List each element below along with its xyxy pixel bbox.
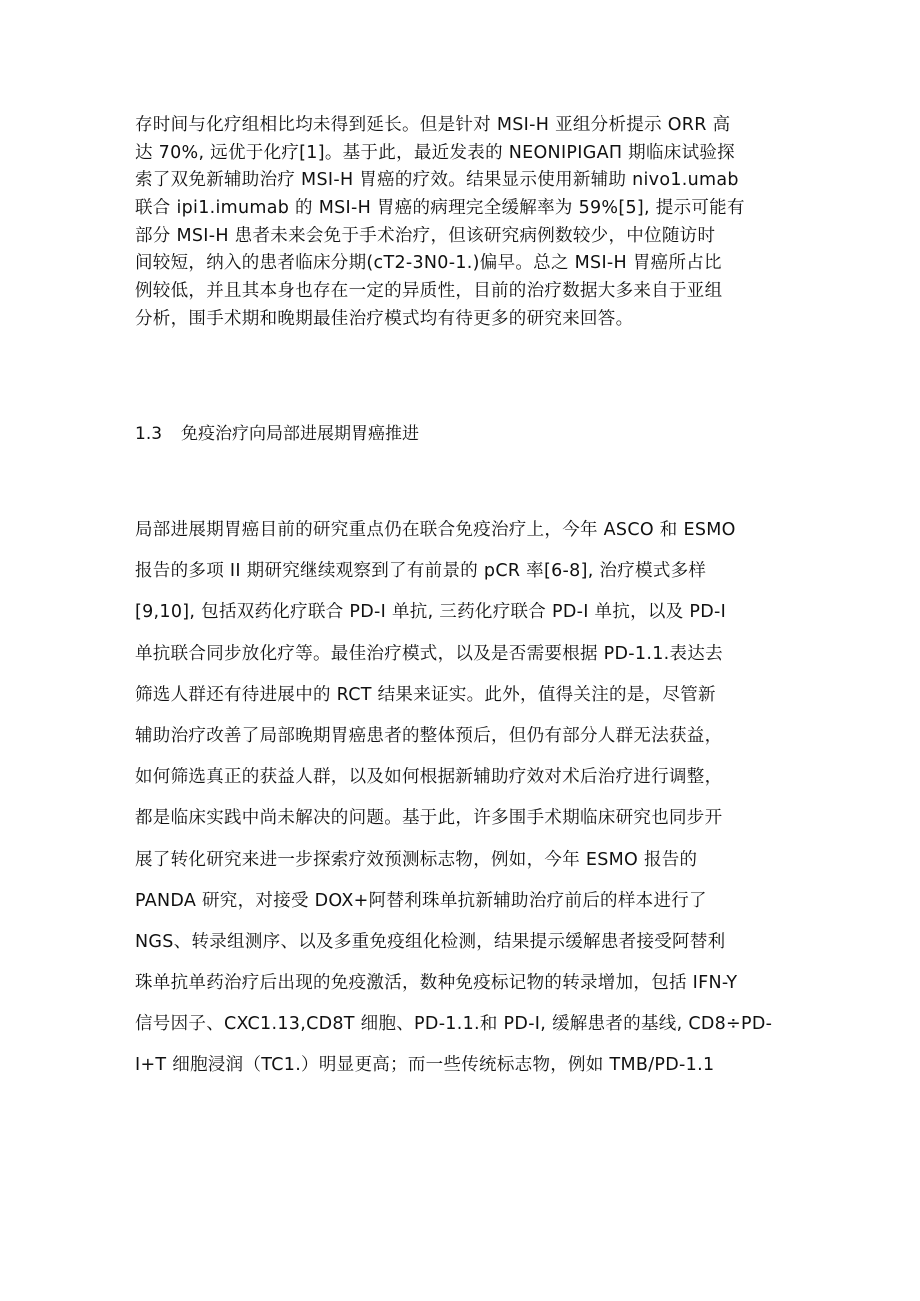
text-line: 辅助治疗改善了局部晚期胃癌患者的整体预后，但仍有部分人群无法获益，: [135, 725, 723, 746]
text-line: 达 70%, 远优于化疗[1]。基于此，最近发表的 NEONIPIGAΠ 期临床试验探: [135, 142, 735, 163]
text-line: 单抗联合同步放化疗等。最佳治疗模式，以及是否需要根据 PD-1.1.表达去: [135, 643, 723, 664]
text-line: 展了转化研究来进一步探索疗效预测标志物，例如，今年 ESMO 报告的: [135, 849, 698, 870]
text-line: NGS、转录组测序、以及多重免疫组化检测，结果提示缓解患者接受阿替利: [135, 931, 726, 952]
section-number: 1.3: [135, 424, 163, 444]
text-line: 存时间与化疗组相比均未得到延长。但是针对 MSI-H 亚组分析提示 ORR 高: [135, 115, 731, 135]
section-heading: [135, 420, 419, 448]
text-line: 筛选人群还有待进展中的 RCT 结果来证实。此外，值得关注的是，尽管新: [135, 684, 716, 705]
text-line: 例较低，并且其本身也存在一定的异质性，目前的治疗数据大多来自于亚组: [135, 281, 723, 302]
paragraph-msi-h: [135, 112, 795, 334]
text-line: 部分 MSI-H 患者未来会免于手术治疗，但该研究病例数较少，中位随访时: [135, 225, 716, 246]
text-line: 局部进展期胃癌目前的研究重点仍在联合免疫治疗上，今年 ASCO 和 ESMO: [135, 520, 736, 540]
text-line: 珠单抗单药治疗后出现的免疫激活，数种免疫标记物的转录增加，包括 IFN-Y: [135, 973, 738, 994]
text-line: 如何筛选真正的获益人群，以及如何根据新辅助疗效对术后治疗进行调整，: [135, 767, 723, 788]
text-line: 报告的多项 II 期研究继续观察到了有前景的 pCR 率[6-8], 治疗模式多样: [135, 561, 707, 582]
text-line: 分析，围手术期和晚期最佳治疗模式均有待更多的研究来回答。: [135, 308, 634, 329]
paragraph-locally-advanced: [135, 510, 805, 1087]
text-line: 联合 ipi1.imumab 的 MSI-H 胃癌的病理完全缓解率为 59%[5], 提示可能有: [135, 198, 745, 219]
text-line: 索了双免新辅助治疗 MSI-H 胃癌的疗效。结果显示使用新辅助 nivo1.umab: [135, 170, 739, 191]
text-line: 都是临床实践中尚未解决的问题。基于此，许多围手术期临床研究也同步开: [135, 808, 723, 829]
text-line: 信号因子、CXC1.13,CD8T 细胞、PD-1.1.和 PD-I, 缓解患者的基线, CD8÷PD-: [135, 1014, 773, 1035]
text-line: [9,10], 包括双药化疗联合 PD-I 单抗, 三药化疗联合 PD-I 单抗，以及 PD-I: [135, 602, 727, 623]
text-line: 间较短，纳入的患者临床分期(cT2-3N0-1.)偏早。总之 MSI-H 胃癌所占比: [135, 253, 722, 274]
section-title: 免疫治疗向局部进展期胃癌推进: [181, 424, 419, 444]
text-line: I+T 细胞浸润（TC1.）明显更高；而一些传统标志物，例如 TMB/PD-1.1: [135, 1055, 715, 1076]
text-line: PANDA 研究，对接受 DOX+阿替利珠单抗新辅助治疗前后的样本进行了: [135, 890, 707, 911]
